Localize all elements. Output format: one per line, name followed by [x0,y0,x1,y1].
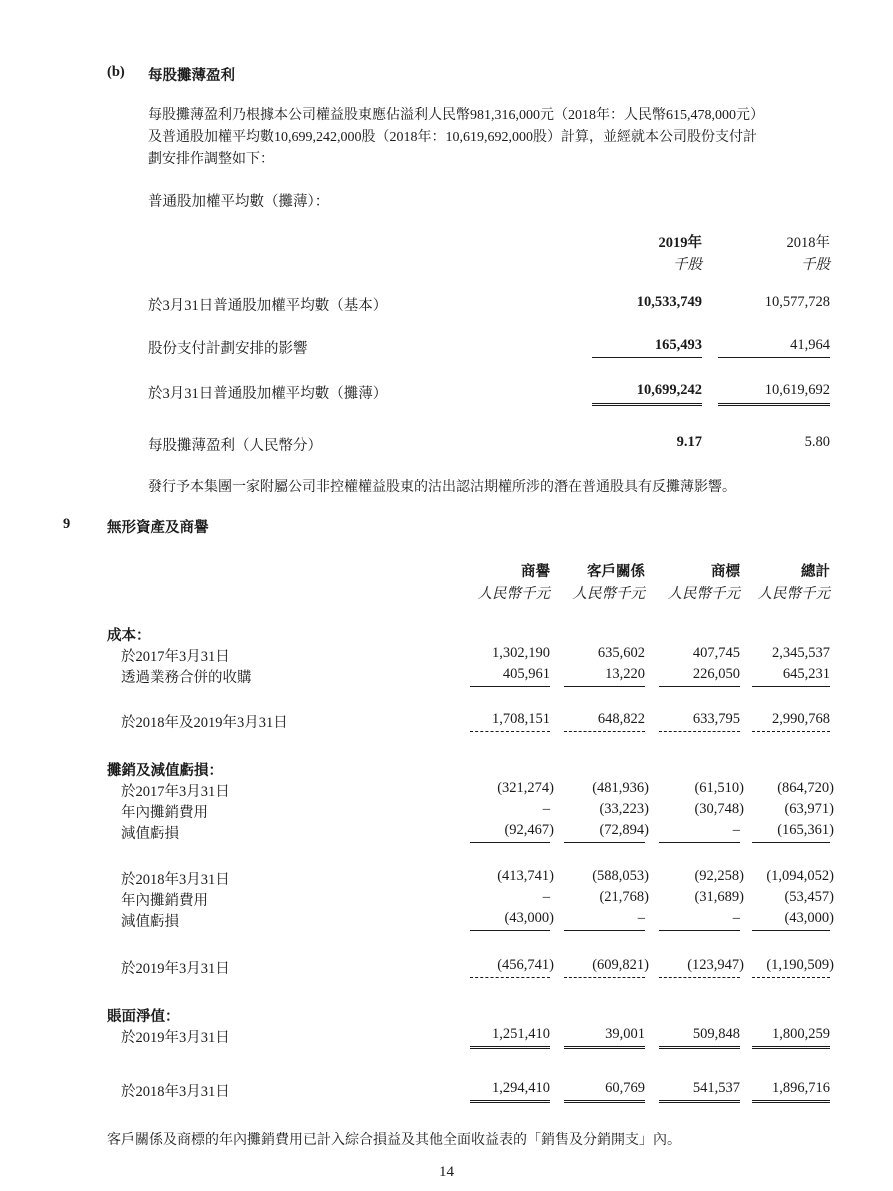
dashed-rule [659,731,740,732]
table-cell: 633,795 [692,711,740,727]
section-b-paragraph-line-3: 劃安排作調整如下： [148,152,274,167]
table-cell-2019: 165,493 [654,337,702,353]
rule [752,930,830,931]
double-rule [470,1046,550,1049]
table-cell: – [732,910,740,926]
table-cell: 1,294,410 [492,1080,550,1096]
column-unit-goodwill: 人民幣千元 [477,586,550,602]
dashed-rule [470,977,550,978]
table-cell: 1,800,259 [772,1026,830,1042]
dashed-rule [564,977,645,978]
double-rule [564,1046,645,1049]
section-9-number: 9 [63,516,71,532]
rule-2018 [718,357,830,358]
table-row-label: 減值虧損 [121,826,179,842]
table-cell: 407,745 [692,645,740,661]
table-cell-2018: 5.80 [804,434,830,450]
carrying-amount-heading: 賬面淨值： [107,1009,180,1025]
column-header-2019: 2019年 [658,235,702,251]
table-cell: 2,345,537 [772,645,830,661]
dashed-rule [752,977,830,978]
page-number: 14 [439,1164,454,1180]
section-b-paragraph-line-1: 每股攤薄盈利乃根據本公司權益股東應佔溢利人民幣981,316,000元（2018年：人民幣615,478,000元） [148,108,764,123]
rule [564,930,645,931]
table-row-label: 股份支付計劃安排的影響 [148,341,308,357]
table-cell-2018: 10,619,692 [764,382,830,398]
table-cell: (413,741) [497,868,554,884]
table-row-label: 於2018年3月31日 [121,872,230,888]
rule [752,842,830,843]
table-cell: 13,220 [605,666,645,682]
table-cell: (72,894) [599,822,649,838]
table-cell: 1,251,410 [492,1026,550,1042]
rule [659,842,740,843]
table-row-label: 於3月31日普通股加權平均數（攤薄） [148,386,388,402]
section-9-title: 無形資產及商譽 [107,520,209,536]
table-cell: (21,768) [599,889,649,905]
table-cell: (456,741) [497,957,554,973]
table-cell: (43,000) [784,910,834,926]
section-b-label: (b) [107,64,125,80]
table-cell: 645,231 [782,666,830,682]
section-b-paragraph-line-2: 及普通股加權平均數10,699,242,000股（2018年：10,619,692,000股）計算，並經就本公司股份支付計 [148,130,757,145]
double-rule [564,1100,645,1103]
table-cell: (481,936) [592,780,649,796]
table-cell: (321,274) [497,780,554,796]
column-unit-total: 人民幣千元 [757,586,830,602]
column-unit-trademarks: 人民幣千元 [667,586,740,602]
dashed-rule [752,731,830,732]
table-cell: (92,258) [694,868,744,884]
table-row-label: 於2017年3月31日 [121,784,230,800]
rule [659,930,740,931]
table-row-label: 透過業務合併的收購 [121,670,252,686]
cost-heading: 成本： [107,628,151,644]
table-row-label: 每股攤薄盈利（人民幣分） [148,438,322,454]
table-cell: (1,190,509) [766,957,834,973]
rule-2019 [592,357,702,358]
table-cell: (609,821) [592,957,649,973]
rule [470,930,550,931]
table-cell: – [542,801,550,817]
section-b-title: 每股攤薄盈利 [148,68,235,84]
dashed-rule [564,731,645,732]
dashed-rule [470,731,550,732]
table-row-label: 於3月31日普通股加權平均數（基本） [148,298,388,314]
table-cell: – [732,822,740,838]
table-cell: (61,510) [694,780,744,796]
table-cell: (92,467) [504,822,554,838]
table-cell: 2,990,768 [772,711,830,727]
table-cell-2019: 10,699,242 [636,382,702,398]
double-rule [659,1046,740,1049]
table-cell: (864,720) [777,780,834,796]
double-rule-2019 [592,403,702,406]
double-rule-2018 [718,403,830,406]
table-cell: (53,457) [784,889,834,905]
double-rule [752,1100,830,1103]
rule [564,686,645,687]
table-cell: 1,896,716 [772,1080,830,1096]
rule [659,686,740,687]
table-cell: (30,748) [694,801,744,817]
table-cell: 1,708,151 [492,711,550,727]
double-rule [752,1046,830,1049]
table-cell: 648,822 [597,711,645,727]
column-header-total: 總計 [801,564,830,580]
table-cell: (31,689) [694,889,744,905]
table-cell: (43,000) [504,910,554,926]
column-unit-2019: 千股 [673,257,702,273]
column-unit-2018: 千股 [801,257,830,273]
table-cell-2019: 9.17 [676,434,702,450]
table-cell: (165,361) [777,822,834,838]
table-cell: 635,602 [597,645,645,661]
column-header-2018: 2018年 [786,235,830,251]
table-row-label: 年內攤銷費用 [121,805,208,821]
rule [752,686,830,687]
double-rule [470,1100,550,1103]
section-b-note: 發行予本集團一家附屬公司非控權權益股東的沽出認沽期權所涉的潛在普通股具有反攤薄影響。 [148,480,736,495]
table-row-label: 於2019年3月31日 [121,961,230,977]
table-row-label: 於2018年3月31日 [121,1084,230,1100]
table-cell: (63,971) [784,801,834,817]
table-cell: (123,947) [687,957,744,973]
column-header-trademarks: 商標 [711,564,740,580]
dashed-rule [659,977,740,978]
table-cell-2018: 41,964 [790,337,830,353]
section-9-footnote: 客戶關係及商標的年內攤銷費用已計入綜合損益及其他全面收益表的「銷售及分銷開支」內。 [107,1133,681,1148]
table-row-label: 減值虧損 [121,914,179,930]
table-cell: 1,302,190 [492,645,550,661]
table-cell-2019: 10,533,749 [636,294,702,310]
rule [470,842,550,843]
amortisation-heading: 攤銷及減值虧損： [107,763,223,779]
table-cell: 226,050 [692,666,740,682]
section-b-subheading: 普通股加權平均數（攤薄）： [148,194,330,210]
table-row-label: 於2017年3月31日 [121,649,230,665]
table-cell: 509,848 [692,1026,740,1042]
table-cell: 405,961 [502,666,550,682]
column-header-goodwill: 商譽 [521,564,550,580]
rule [564,842,645,843]
table-row-label: 於2019年3月31日 [121,1030,230,1046]
table-cell: – [637,910,645,926]
table-cell: 60,769 [605,1080,645,1096]
table-row-label: 年內攤銷費用 [121,893,208,909]
table-cell: – [542,889,550,905]
table-row-label: 於2018年及2019年3月31日 [121,715,288,731]
table-cell-2018: 10,577,728 [764,294,830,310]
table-cell: 541,537 [692,1080,740,1096]
table-cell: (33,223) [599,801,649,817]
column-unit-customer-relationships: 人民幣千元 [572,586,645,602]
table-cell: (588,053) [592,868,649,884]
column-header-customer-relationships: 客戶關係 [587,564,645,580]
table-cell: (1,094,052) [766,868,834,884]
double-rule [659,1100,740,1103]
table-cell: 39,001 [605,1026,645,1042]
rule [470,686,550,687]
